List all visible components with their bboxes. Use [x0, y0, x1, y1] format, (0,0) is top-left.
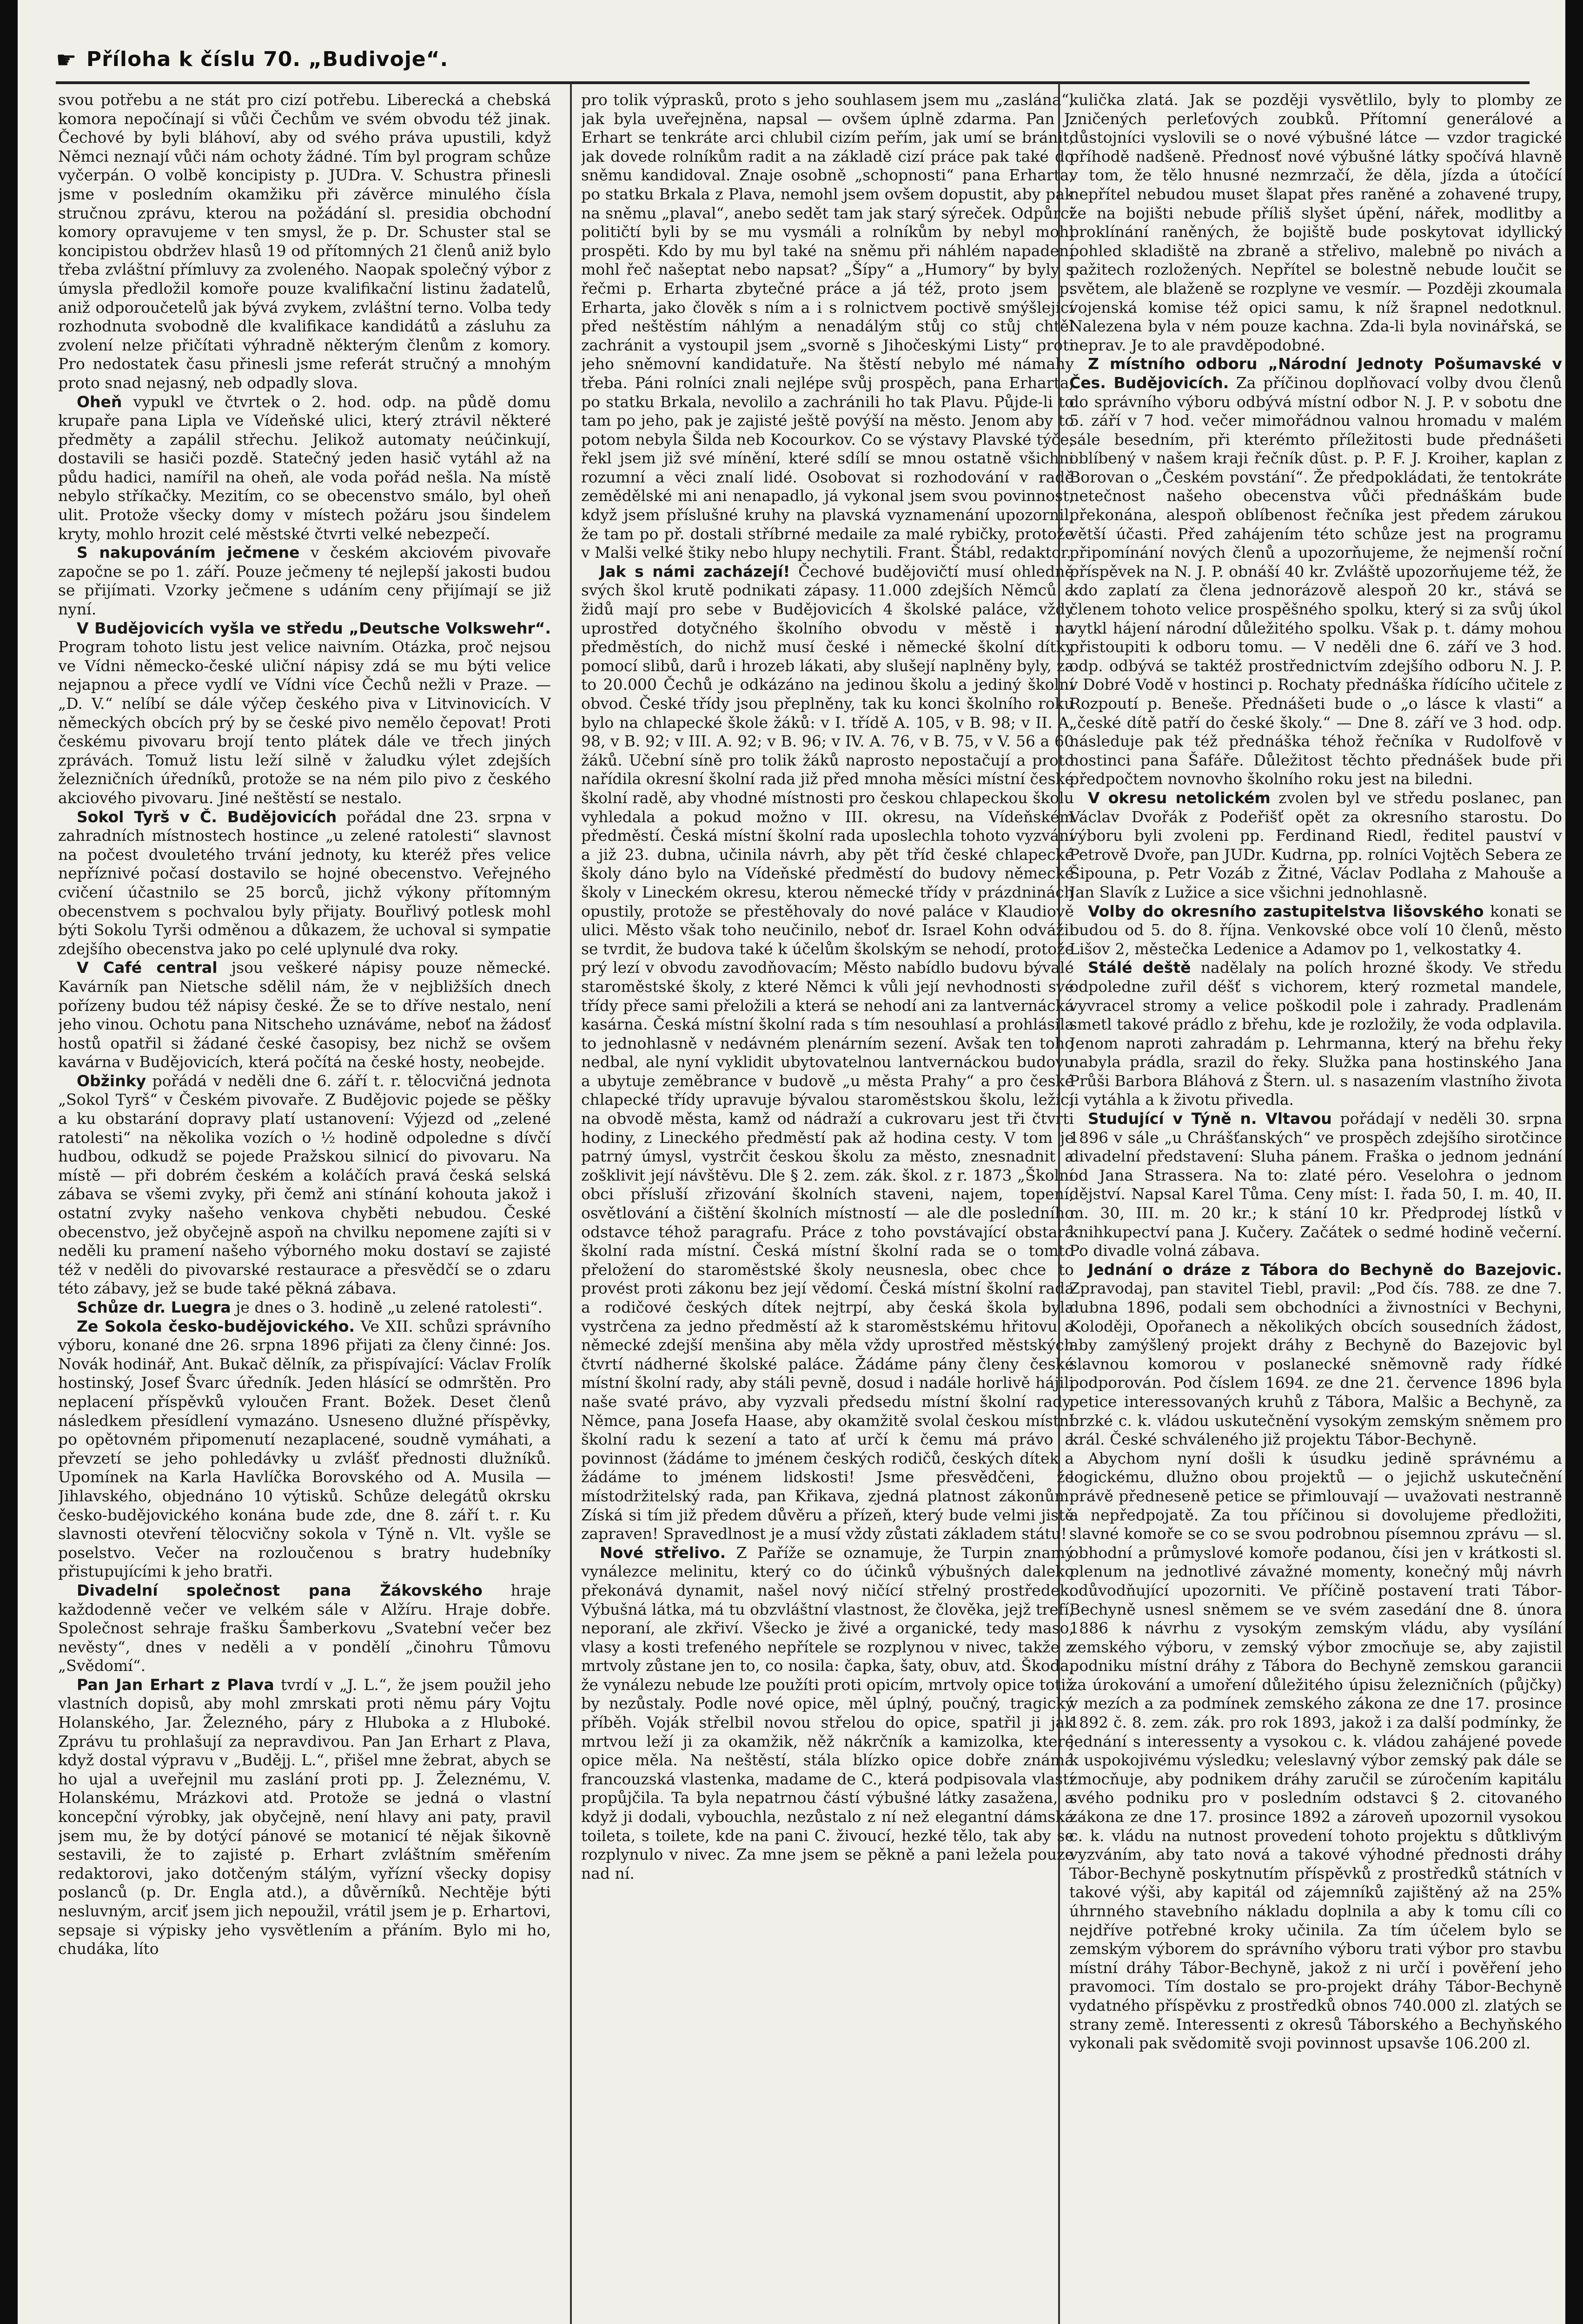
article-paragraph: [58, 619, 551, 808]
article-body: je dnes o 3. hodině „u zelené ratolesti“.: [231, 1298, 543, 1316]
article-paragraph: [58, 543, 551, 619]
article-lead: V okresu netolickém: [1088, 788, 1271, 807]
article-lead: Studující v Týně n. Vltavou: [1088, 1109, 1332, 1128]
article-body: pořádal dne 23. srpna v zahradních místnostech hostince „u zelené ratolesti“ slavnost na počest dvouletého trvání jednoty, ku kteréž přes velice nepříznivé počasí dostavilo se hojné obecenstvo. Veřejného cvičení účastnilo se 25 borců, jichž výkony přítomným obecenstvem s pochvalou byly přijaty. Bouřlivý potlesk mohl býti Sokolu Tyrši odměnou a důkazem, že uchoval si sympatie zdejšího obecenstva jako po celé uplynulé dva roky.: [58, 807, 551, 958]
running-head-title: Příloha k číslu 70. „Budivoje“.: [86, 47, 449, 71]
article-paragraph: [58, 1676, 551, 1959]
article-lead: Jak s námi zacházejí!: [600, 562, 790, 581]
article-paragraph: [581, 1544, 1074, 1883]
article-paragraph: [1069, 789, 1562, 902]
scan-edge-right: [1565, 0, 1583, 2324]
article-paragraph: [58, 1298, 551, 1317]
column-rule-1: [570, 84, 572, 2324]
article-body: Ve XII. schůzi správního výboru, konané dne 26. srpna 1896 přijati za členy činné: Jos. Novák hodinář, Ant. Bukač dělník, za přispívající: Václav Frolík hostinský, Josef Švarc úředník. Jeden hlásící se odmrštěn. Pro neplacení příspěvků vyloučen Frant. Božek. Deset členů následkem přesídlení vymazáno. Usneseno dlužné příspěvky, po opětovném připomenutí nezaplacené, soudně vymáhati, a převzetí se jeho pohledávky u zvlášť přednosti dlužníků. Upomínek na Karla Havlíčka Borovského od A. Musila — Jihlavského, objednáno 10 výtisků. Schůze delegátů okrsku česko-budějovického konána bude zde, dne 8. září t. r. Ku slavnosti otevření tělocvičny sokola v Týně n. Vlt. vyšle se poselstvo. Večer na rozloučenou s bratry hudebníky přistupujícími k jeho bratři.: [58, 1317, 551, 1581]
article-body: Program tohoto listu jest velice naivním. Otázka, proč nejsou ve Vídni německo-české uliční nápisy zdá se mu býti velice nejapnou a přece vydlí ve Vídni více Čechů nežli v Praze. — „D. V.“ nelíbí se dále výčep českého piva v Litvinovicích. V německých obcích prý by se české pivo nemělo čepovat! Proti českému pivovaru brojí tento plátek dále ve třech jiných zprávách. Tomuž listu leží silně v žaludku výlet zdejších železničních úředníků, protože se na ném pilo pivo z českého akciového pivovaru. Jiné neštěstí se nestalo.: [58, 638, 551, 807]
header-rule: [56, 81, 1530, 84]
article-paragraph: [1069, 1449, 1562, 2053]
article-lead: Pan Jan Erhart z Plava: [77, 1675, 274, 1694]
article-body: v českém akciovém pivovaře započne se po 1. září. Pouze ječmeny té nejlepší jakosti budou se přijímati. Vzorky ječmene s udáním ceny přijímají se již nyní.: [58, 543, 551, 619]
article-body: Za příčinou doplňovací volby dvou členů do správního výboru odbývá místní odbor N. J. P. v sobotu dne 5. září v 7 hod. večer mimořádnou valnou hromadu v malém sále besedním, při kterémto příležitosti bude přednášeti oblíbený v našem kraji řečník dûst. p. P. F. J. Kroiher, kaplan z Borovan o „Českém povstání“. Že předpokládati, že tentokráte netečnost našeho obecenstva vůči přednáškám bude překonána, alespoň oblíbenost řečníka jest předem zárukou větší účasti. Před zahájením této schůze jest na programu připomínání nových členů a upozorňujeme, že nejmenší roční příspěvek na N. J. P. obnáší 40 kr. Zvláště upozorňujeme též, že kdo zaplatí za člena jednorázově alespoň 20 kr., stává se členem tohoto velice prospěšného spolku, který si za svůj úkol vytkl hájení národní důležitého spolku. Však p. t. dámy mohou přistoupiti k odboru tomu. — V neděli dne 6. září ve 3 hod. odp. odbývá se taktéž prostřednictvím zdejšího odboru N. J. P. v Dobré Vodě v hostinci p. Rochaty přednáška řídícího učitele z Rozpoutí p. Beneše. Přednášeti bude o „o lásce k vlasti“ a „české dítě patří do české školy.“ — Dne 8. září ve 3 hod. odp. následuje pak též přednáška téhož řečníka v Rudolfově v hostinci pana Šafáře. Důležitost těchto přednášek bude při předpočtem novnovho školního roku jest na biledni.: [1069, 373, 1562, 788]
article-paragraph: [1069, 355, 1562, 789]
article-paragraph: [58, 808, 551, 959]
pointing-hand-icon: ☛: [56, 46, 77, 73]
article-body: svou potřebu a ne stát pro cizí potřebu. Liberecká a chebská komora nepočínají si vůči Čechům ve svém obvodu též jinak. Čechové by byli bláhoví, aby od svého práva upustili, když Němci neznají vůči nám ochoty žádné. Tím byl program schůze vyčerpán. O volbě koncipisty p. JUDra. V. Schustra přinesli jsme v posledním okamžiku při závěrce minulého čísla stručnou zprávu, kterou na požádání sl. presidia obchodní komory opravujeme v ten smysl, že p. Dr. Schuster stal se koncipistou obdržev hlasů 19 od přítomných 21 členů aniž bylo třeba zvláštní přímluvy za zvoleného. Naopak společný výbor z úmysla předložil komoře pouze kvalifikační listinu žadatelů, aniž odporoučetelů jak bývá zvykem, zvláštní terno. Volba tedy rozhodnuta svobodně dle kvalifikace kandidátů a zásluhu za zvolení nelze přičítati výhradně některým členům z komory. Pro nedostatek času přinesli jsme referát stručný a mnohým proto snad nejasný, neb odpadly slova.: [58, 91, 551, 392]
article-lead: Stálé deště: [1088, 958, 1191, 977]
article-paragraph: [1069, 902, 1562, 959]
article-body: pro tolik výprasků, proto s jeho souhlasem jsem mu „zaslána“, jak byla uveřejněna, napsal — ovšem úplně zdarma. Pan J. Erhart se tenkráte arci chlubil cizím peřím, jak umí se bránit, jak dovede rolníkům radit a na základě cizí práce pak také do sněmu kandidoval. Znaje osobně „schopnosti“ pana Erharta, po statku Brkala z Plava, nemohl jsem ovšem dopustit, aby pak na sněmu „plaval“, anebo sedět tam jak starý sýreček. Odpůrci političtí byli by se mu vysmáli a rolníkům by nebyl mohl prospěti. Kdo by mu byl také na sněmu při náhlém napadení mohl řeč našeptat nebo napsat? „Šípy“ a „Humory“ by byly s řečmi p. Erharta zbytečné práce a já též, proto jsem p. Erharta, jako člověk s ním a i s rolnictvem poctivě smýšlející před neštěstím náhlým a nenadálým stůj co stůj chtěl zachránit a vystoupil jsem „svorně s Jihočeskými Listy“ proti jeho sněmovní kandidatuře. Na štěstí nebylo mé námahy třeba. Páni rolníci znali nejlépe svůj prospěch, pana Erharta, po statku Brkala, nevolilo a zachránili ho tak Plavu. Půjde-li to tam po jeho, pak je zajisté ještě povýší na město. Jenom aby to potom nebyla Šilda neb Kocourkov. Co se výstavy Plavské týče, řekl jsem již své mínění, které sdílí se mnou ostatně všichni rozumní a věci znalí lidé. Osobovat si rozhodování v radě zemědělské mi ani nenapadlo, já vykonal jsem svou povinnost, když jsem příslušné kruhy na plavská vyznamenání upozornil, že tam po př. dostali stříbrné medaile za malé rybičky, protože v Malši velké štiky nebo hlupy nechytili. Frant. Štábl, redaktor.: [581, 91, 1074, 562]
article-paragraph: [58, 91, 551, 393]
running-head: [56, 46, 448, 73]
article-body: hraje každodenně večer ve velkém sále v Alžíru. Hraje dobře. Společnost sehraje frašku Šamberkovu „Svatební večer bez nevěsty“, dnes v neděli a v pondělí „činohru Tůmovu „Svědomí“.: [58, 1581, 551, 1675]
article-body: Abychom nyní došli k úsudku jedině správnému a logickému, dlužno obou projektů — o jejichž uskutečnění právě předneseně petice se přimlouvají — uvažovati nestranně a nepředpojatě. Za tou příčinou si dovolujeme předložiti, slavné komoře se co se svou podrobnou písemnou zprávu — sl. obhodní a průmyslové komoře podanou, čísi jen v krátkosti sl. plenum na jednotlivé závažné momenty, konečný můj návrh odůvodňující upozorniti. Ve příčině postavení trati Tábor-Bechyně usnesl sněmem se ve svém zasedání dne 8. února 1886 k návrhu z vysokým zemským vládu, aby vysílání zemského výboru, v zemský výbor zmocňuje se, aby zajistil podniku místní dráhy z Tábora do Bechyně zemskou garancii za úrokování a umoření důležitého úpisu železničních (půjčky) v mezích a za podmínek zemského zákona ze dne 17. prosince 1892 č. 8. zem. zák. pro rok 1893, jakož i za další podmínky, že jednání s interessenty a vysokou c. k. vládou zahájené povede k uspokojivému výsledku; veleslavný výbor zemský pak dále se zmocňuje, aby podnikem dráhy zaručil se zúročením kapitálu svého podniku pro v posledním odstavci § 2. citovaného zákona ze dne 17. prosince 1892 a zároveň upozornil vysokou c. k. vládu na nutnost provedení tohoto projektu s důtklivým vyzváním, aby tato nová a takové výhodné přednosti dráhy Tábor-Bechyně poskytnutím příspěvků z prostředků státních v takové výši, aby kapitál od zájemníků zajištěný až na 25% úhrnného stavebního nákladu doplnila a aby k tomu cíli co nejdříve potřebné kroky učinila. Za tím účelem bylo se zemským výborem do správního výboru trati výbor pro stavbu místní dráhy Tábor-Bechyně, jakož z ni určí i pověření jeho pravomoci. Tím dostalo se pro-projekt dráhy Tábor-Bechyně vydatného příspěvku z prostředků obnos 740.000 zl. zlatých se strany země. Interessenti z okresů Táborského a Bechyňského vykonali pak svědomitě svoji povinnost upsavše 106.200 zl.: [1069, 1449, 1562, 2053]
article-lead: Jednání o dráze z Táborа do Bechyně do Bazejovic.: [1088, 1260, 1562, 1279]
article-paragraph: [58, 393, 551, 544]
article-body: kulička zlatá. Jak se později vysvětlilo, byly to plomby ze zničených perleťových zoubků. Přítomní generálové a důstojníci vyslovili se o nové výbušné látce — vzdor tragické příhodě nadšeně. Přednosť nové výbušné látky spočívá hlavně v tom, že tělo hnusné nezmrzačí, že děla, jízda a útočící nepřítel nebudou muset šlapat přes raněné a zohavené trupy, že na bojišti nebude příliš slyšet úpění, nářek, modlitby a proklínání raněných, že bojiště bude poskytovat idyllický pohled skladiště na zbraně a střelivo, malebně po nivách a pažitech rozložených. Nepřítel se bolestně nebude loučit se světem, ale blaženě se rozplyne ve vesmír. — Později zkoumala vojenská komise též opici samu, k níž šrapnel nedotknul. Nalezena byla v ném pouze kachna. Zda-li byla novinářská, se neprav. Je to ale pravděpodobné.: [1069, 91, 1562, 354]
article-paragraph: [1069, 958, 1562, 1109]
article-lead: Sokol Tyrš v Č. Budějovicích: [77, 807, 337, 826]
article-lead: Volby do okresního zastupitelstva lišovského: [1088, 902, 1484, 920]
article-lead: Nové střelivo.: [600, 1543, 726, 1562]
article-body: konati se budou od 5. do 8. října. Venkovské obce volí 10 členů, město Lišov 2, městečka Ledenice a Adamov po 1, velkostatky 4.: [1069, 902, 1562, 958]
article-lead: Schůze dr. Luegra: [77, 1298, 231, 1316]
article-body: nadělaly na polích hrozné škody. Ve středu odpoledne zuřil déšť s vichorem, který rozmetal mandele, vyvracel stromy a velice poškodil pole i zahrady. Pradlenám smetl takové prádlo z břehu, kde je rozložily, že voda odplavila. Jenom naproti zahradám p. Lehrmanna, který na břehu řeky nabyla prádla, srazil do řeky. Služka pana hostinského Jana Průši Barbora Bláhová z Štern. ul. s nasazením vlastního života ji vytáhla a k životu přivedla.: [1069, 958, 1562, 1109]
article-paragraph: [1069, 91, 1562, 355]
article-paragraph: [58, 1072, 551, 1298]
article-body: pořádá v neděli dne 6. září t. r. tělocvičná jednota „Sokol Tyrš“ v Českém pivovaře. Z Budějovic pojede se pěšky a ku obstarání dopravy platí ustanovení: Výjezd od „zelené ratolesti“ na několika vozích o ½ hodině odpoledne s dívčí hudbou, odkudž se pojede Pražskou silnicí do pivovaru. Na místě — při dobrém českém a koláčích pravá česká selská zábava se všemi zvyky, při čemž ani stínání kohouta jakož i ostatní zvyky našeho venkova chyběti nebudou. České obecenstvo, jež obyčejně aspoň na chvilku nepomene zajíti si v neděli ku pramení našeho výborného moku dostaví se zajisté též v neděli do pivovarské restaurace a přesvědčí se o zdaru této zábavy, jež se bude také pěkná zábava.: [58, 1071, 551, 1298]
article-body: zvolen byl ve středu poslanec, pan Václav Dvořák z Podeřišť opět za okresního starostu. Do výboru byli zvoleni pp. Ferdinand Riedl, ředitel pauství v Petrově Dvoře, pan JUDr. Kudrna, pp. rolníci Vojtěch Sebera ze Šipouna, p. Petr Vozáb z Žitné, Václav Podlaha z Mahouše a Jan Slavík z Lužice a sice všichni jednohlasně.: [1069, 788, 1562, 901]
article-lead: V Budějovicích vyšla ve středu „Deutsche Volkswehr“.: [77, 619, 551, 637]
article-body: vypukl ve čtvrtek o 2. hod. odp. na půdě domu krupaře pana Lipla ve Vídeňské ulici, který ztrávil některé předměty a zapálil střechu. Jelikož automaty neúčinkují, dostavili se hasiči pozdě. Statečný jeden hasič vytáhl až na půdu hadici, namířil na oheň, ale voda pořád nešla. Na místě nebylo stříkačky. Mezitím, co se obecenstvo smálo, byl oheň ulit. Protože všecky domy v místech požáru jsou šindelem kryty, mohlo hrozit celé městské čtvrti velké nebezpečí.: [58, 392, 551, 543]
article-body: Zpravodaj, pan stavitel Tiebl, pravil: „Pod čís. 788. ze dne 7. dubna 1896, podali sem obchodníci a živnostníci v Bechyni, Koloději, Opořanech a několikých obcích sousedních žádost, aby zamýšlený projekt dráhy z Bechyně do Bazejovic byl slavnou komorou v poslanecké sněmovně rady řídké podporován. Pod číslem 1694. ze dne 21. července 1896 byla petice interessovaných kruhů z Tábora, Malšic a Bechyně, za brzké c. k. vládou uskutečnění vysokým zemským sněmem pro král. České schváleného již projektu Tábor-Bechyně.: [1069, 1279, 1562, 1449]
article-paragraph: [1069, 1261, 1562, 1449]
article-lead: Z místního odboru „Národní Jednoty Pošumavské v Čes. Budějovicích.: [1069, 355, 1562, 392]
article-paragraph: [58, 958, 551, 1072]
article-body: pořádají v neděli 30. srpna 1896 v sále „u Chrášťanských“ ve prospěch zdejšího sirotčince divadelní představení: Sluha pánem. Fraška o jednom jednání od Jana Strassera. Na to: zlaté péro. Veselohra o jednom dějství. Napsal Karel Tůma. Ceny míst: I. řada 50, I. m. 40, II. m. 30, III. m. 20 kr.; k stání 10 kr. Předprodej lístků v knihkupectví pana J. Kučery. Začátek o sedmé hodině večerní. Po divadle volná zábava.: [1069, 1109, 1562, 1260]
article-lead: S nakupováním ječmene: [77, 543, 300, 562]
article-paragraph: [58, 1317, 551, 1581]
article-paragraph: [58, 1581, 551, 1676]
article-body: Čechové budějovičtí musí ohledně svých škol krutě podnikati zápasy. 11.000 zdejších Němců a židů mají pro sebe v Budějovicích 4 školské paláce, vždy uprostřed dotyčného školního obvodu v městě i na předměstích, do nichž musí české i německé školní dítky pomocí slibů, darů i hrozeb lákati, aby slušejí naplněny byly, za to 20.000 Čechů je odkázáno na jedinou školu a jediný školní obvod. České třídy jsou přeplněny, tak ku konci školního roku bylo na chlapecké škole žáků: v I. třídě A. 105, v B. 98; v II. A. 98, v B. 92; v III. A. 92; v B. 96; v IV. A. 76, v B. 75, v V. 56 a 60 žáků. Učební síně pro tolik žáků naprosto nepostačují a proto nařídila okresní školní rada již před mnoha měsíci místní české školní radě, aby vhodné místnosti pro českou chlapeckou školu vyhledala a pokud možno v III. okresu, na Vídeňském předměstí. Česká místní školní rada uposlechla tohoto vyzvání a již 23. dubna, učinila návrh, aby pět tříd české chlapecké školy dáno bylo na Vídeňské předměstí do budovy německé školy v Lineckém okresu, kterou německé třídy v prázdninách opustily, protože se přestěhovaly do nové paláce v Klaudiově ulici. Město však toho neučinilo, neboť dr. Israel Kohn odvážil se tvrdit, že budova také k účelům školským se nehodí, protože prý lezí v obvodu zavodňovacím; Město nabídlo budovu bývalé staroměstské školy, z které Němci k vůli její nevhodnosti své třídy přece sami přeložili a která se nehodí ani za lantvernácká kasárna. Česká místní školní rada s tím nesouhlasí a prohlásila to jednohlasně v nedávném plenárním sezení. Avšak ten toho nedbal, ale nyní vyklidit ubytovatelnou lantvernáckou budovu a ubytuje zeměbrance v budově „u města Prahy“ a pro české chlapecké třídy upravuje bývalou staroměstskou školu, ležící na obvodě města, kamž od nádraží a cukrovaru jest tři čtvrti hodiny, z Lineckého předměstí pak až hodina cesty. V tom je patrný úmysl, vystrčit českou školu za město, znesnadnit a zošklivit její návštěvu. Dle § 2. zem. zák. škol. z r. 1873 „Školní obci přísluší zřizování školních staveni, najem, topení, osvětlování a čištění školních místností — ale dle posledního odstavce téhož paragrafu. Práce z toho povstávající obstará školní rada místní. Česká místní školní rada se o tomto přeložení do staroměstské školy neusnesla, obec chce to provést proti zákonu bez její vědomí. Česká místní školní rada a rodičové českých dítek nejtrpí, aby česká škola byla vystrčena za jedno předměstí až k staroměstskému hřitovu a německé zdejší menšina aby měla vždy uprostřed městských čtvrtí nádherné školské paláce. Žádáme pány členy české místní školní rady, aby stáli pevně, dosud i nadále horlivě hájili naše svaté právo, aby vyzvali předsedu místní školní rady, Němce, pana Josefa Haase, aby okamžitě svolal českou místní školní radu k sezení a tato ať určí k čemu má právo a povinnost (žádáme to jménem českých rodičů, českých dítek a žádáme to jménem lidskosti! Jsme přesvědčeni, že místodržitelský rada, pan Křikava, zjedná platnost zákonům. Získá si tím již předem důvěru a přízeň, který bude velmi jistě zapraven! Spravedlnost je a musí vždy zůstati základem státu!: [581, 562, 1074, 1543]
article-lead: V Café central: [77, 958, 218, 977]
article-body: Z Paříže se oznamuje, že Turpin znamý vynálezce melinitu, který co do účinků výbušných daleko překonává dynamit, našel nový ničící střelný prostředek. Výbušná látka, má tu obzvláštní vlastnost, že člověka, jejž trefí, neporaní, ale zkřiví. Všecko je živé a organické, tedy maso, vlasy a kosti trefeného nepřítele se rozplynou v nivec, takže z mrtvoly zůstane jen to, co nosila: čapka, šaty, obuv, atd. Škoda, že vynálezu nebude lze použíti proti opicím, mrtvoly opice totiž by nezůstaly. Podle nové opice, měl úplný, poučný, tragický příběh. Voják střelbil novou střelou do opice, spatřil ji jak mrtvou leží ji za okamžik, něž nákrčník a kamizolka, které opice měla. Na neštěstí, stála blízko opice dobře známá francouzská vlastenka, madame de C., která podpisovala vlastí propůjčila. Ta byla nepatrnou částí výbušné látky zasažena, a když ji dodali, vybouchla, nezůstalo z ní než elegantní dámská toileta, s toilete, kde na pani C. živoucí, hezké tělo, tak aby se rozplynulo v nivec. Za mne jsem se pěkně a pani ležela pouze nad ní.: [581, 1543, 1074, 1882]
column-1: [58, 91, 551, 2324]
article-lead: Oheň: [77, 392, 122, 411]
scan-edge-left: [0, 0, 18, 2324]
article-lead: Obžinky: [77, 1071, 146, 1090]
column-2: [581, 91, 1074, 2324]
article-paragraph: [581, 562, 1074, 1544]
column-3: [1069, 91, 1562, 2324]
article-lead: Ze Sokola česko-budějovického.: [77, 1317, 355, 1335]
article-paragraph: [581, 91, 1074, 562]
article-lead: Divadelní společnost pana Žákovského: [77, 1581, 483, 1599]
article-body: jsou veškeré nápisy pouze německé. Kavárník pan Nietsche sdělil nám, že v nejbližších dnech pořízeny budou též nápisy české. Že se to dříve nestalo, není jeho vinou. Ochotu pana Nitscheho uznáváme, neboť na žádosť hostů opatřil si žádané české časopisy, bez nichž se ovšem kavárna v Budějovicích, která počítá na české hosty, neobejde.: [58, 958, 551, 1071]
article-body: tvrdí v „J. L.“, že jsem použil jeho vlastních dopisů, aby mohl zmrskati proti němu páry Vojtu Holanského, Jar. Železného, páry z Hluboka a z Hluboké. Zprávu tu prohlašují za nepravdivou. Pan Jan Erhart z Plava, když dostal výpravu v „Budějj. L.“, přišel mne žebrat, abych se ho ujal a uveřejnil mu zaslání proti pp. J. Železnému, V. Holanskému, Mrázkovi atd. Protože se jedná o vlastní koncepční výrobky, jak obyčejně, není hlavy ani paty, pravil jsem mu, že by dotýcí pánové se motanicí té nějak šikovně sestavili, že to zajisté p. Erhart zvláštním směřením redaktorovi, jako dotčeným stálým, vyřízní všecky dopisy poslanců (p. Dr. Engla atd.), a důvěrníků. Nechtěje býti nesluvným, arciť jsem jich nepoužil, vrátil jsem je p. Erhartovi, sepsaje si výpisky jeho vysvětlením a přáním. Bylo mi ho, chudáka, líto: [58, 1675, 551, 1958]
article-paragraph: [1069, 1109, 1562, 1261]
